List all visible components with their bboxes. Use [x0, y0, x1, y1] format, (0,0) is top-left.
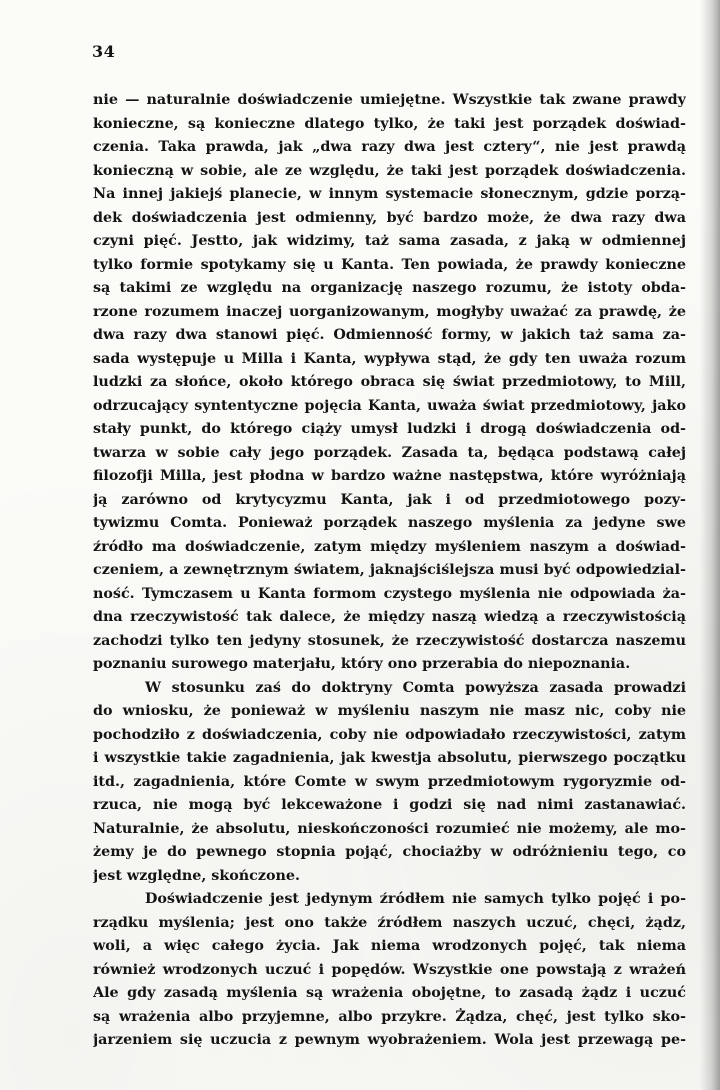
text-line: rzuca, nie mogą być lekceważone i godzi się nad nimi zastanawiać.	[93, 797, 686, 813]
text-line: dek doświadczenia jest odmienny, być bardzo może, że dwa razy dwa	[93, 209, 686, 226]
text-line: Na innej jakiejś planecie, w innym systemacie słonecznym, gdzie porzą-	[93, 186, 686, 202]
text-line: czeniem, a zewnętrznym światem, jaknajściślejsza musi być odpowiedzial-	[93, 562, 686, 578]
text-line: do wniosku, że ponieważ w myśleniu naszym nie masz nic, coby nie	[93, 703, 686, 719]
text-line: stały punkt, do którego ciąży umysł ludzki i drogą doświadczenia od-	[93, 421, 686, 437]
text-line: jarzeniem się uczucia z pewnym wyobrażeniem. Wola jest przewagą pe-	[93, 1032, 686, 1048]
text-line: zachodzi tylko ten jedyny stosunek, że rzeczywistość dostarcza naszemu	[93, 632, 686, 649]
text-line: czenia. Taka prawda, jak „dwa razy dwa jest cztery“, nie jest prawdą	[93, 139, 686, 155]
text-line: ność. Tymczasem u Kanta formom czystego myślenia nie odpowiada ża-	[93, 585, 686, 602]
text-line: Naturalnie, że absolutu, nieskończoności rozumieć nie możemy, ale mo-	[93, 820, 686, 837]
text-line: itd., zagadnienia, które Comte w swym przedmiotowym rygoryzmie od-	[93, 773, 686, 790]
text-line: woli, a więc całego życia. Jak niema wrodzonych pojęć, tak niema	[93, 938, 686, 954]
text-line: jest względne, skończone.	[93, 867, 301, 884]
text-line: i wszystkie takie zagadnienia, jak kwestja absolutu, pierwszego początku	[93, 750, 686, 766]
text-line: filozofji Milla, jest płodna w bardzo ważne następstwa, które wyróżniają	[93, 468, 686, 484]
text-line: rządku myślenia; jest ono także źródłem naszych uczuć, chęci, żądz,	[93, 914, 686, 931]
text-line: są wrażenia albo przyjemne, albo przykre. Żądza, chęć, jest tylko sko-	[93, 1008, 686, 1025]
text-line: dna rzeczywistość tak dalece, że między naszą wiedzą a rzeczywistością	[93, 609, 686, 625]
text-line: tylko formie spotykamy się u Kanta. Ten powiada, że prawdy konieczne	[93, 256, 686, 273]
text-line: nie — naturalnie doświadczenie umiejętne. Wszystkie tak zwane prawdy	[93, 92, 686, 108]
body-text	[93, 89, 686, 1053]
page-number: 34	[92, 42, 116, 61]
text-line: źródło ma doświadczenie, zatym między myśleniem naszym a doświad-	[93, 538, 686, 555]
text-line: odrzucający syntentyczne pojęcia Kanta, uważa świat przedmiotowy, jako	[93, 397, 686, 414]
text-line: ludzki za słońce, około którego obraca się świat przedmiotowy, to Mill,	[93, 374, 686, 390]
text-line: również wrodzonych uczuć i popędów. Wszystkie one powstają z wrażeń	[93, 961, 686, 978]
text-line: żemy je do pewnego stopnia pojąć, chociażby w odróżnieniu tego, co	[93, 844, 686, 860]
text-line: twarza w sobie cały jego porządek. Zasada ta, będąca podstawą całej	[93, 444, 686, 461]
text-line: są takimi ze względu na organizację naszego rozumu, że istoty obda-	[93, 280, 686, 296]
text-line: dwa razy dwa stanowi pięć. Odmienność formy, w jakich taż sama za-	[93, 327, 686, 343]
text-line: czyni pięć. Jestto, jak widzimy, taż sama zasada, z jaką w odmiennej	[93, 233, 686, 249]
text-line: konieczną w sobie, ale ze względu, że taki jest porządek doświadczenia.	[93, 162, 686, 179]
text-line: pochodziło z doświadczenia, coby nie odpowiadało rzeczywistości, zatym	[93, 726, 686, 743]
text-line: Ale gdy zasadą myślenia są wrażenia obojętne, to zasadą żądz i uczuć	[93, 985, 686, 1001]
text-line: W stosunku zaś do doktryny Comta powyższa zasada prowadzi	[145, 679, 686, 696]
page-edge-shadow	[700, 0, 720, 1090]
text-line: rzone rozumem inaczej uorganizowanym, mogłyby uważać za prawdę, że	[93, 303, 686, 320]
text-line: sada występuje u Milla i Kanta, wypływa stąd, że gdy ten uważa rozum	[93, 350, 686, 367]
text-line: Doświadczenie jest jedynym źródłem nie samych tylko pojęć i po-	[145, 891, 686, 907]
text-line: poznaniu surowego materjału, który ono przerabia do niepoznania.	[93, 656, 631, 672]
text-line: ją zarówno od krytycyzmu Kanta, jak i od przedmiotowego pozy-	[93, 491, 686, 508]
text-line: konieczne, są konieczne dlatego tylko, że taki jest porządek doświad-	[93, 115, 686, 132]
text-line: tywizmu Comta. Ponieważ porządek naszego myślenia za jedyne swe	[93, 515, 686, 531]
